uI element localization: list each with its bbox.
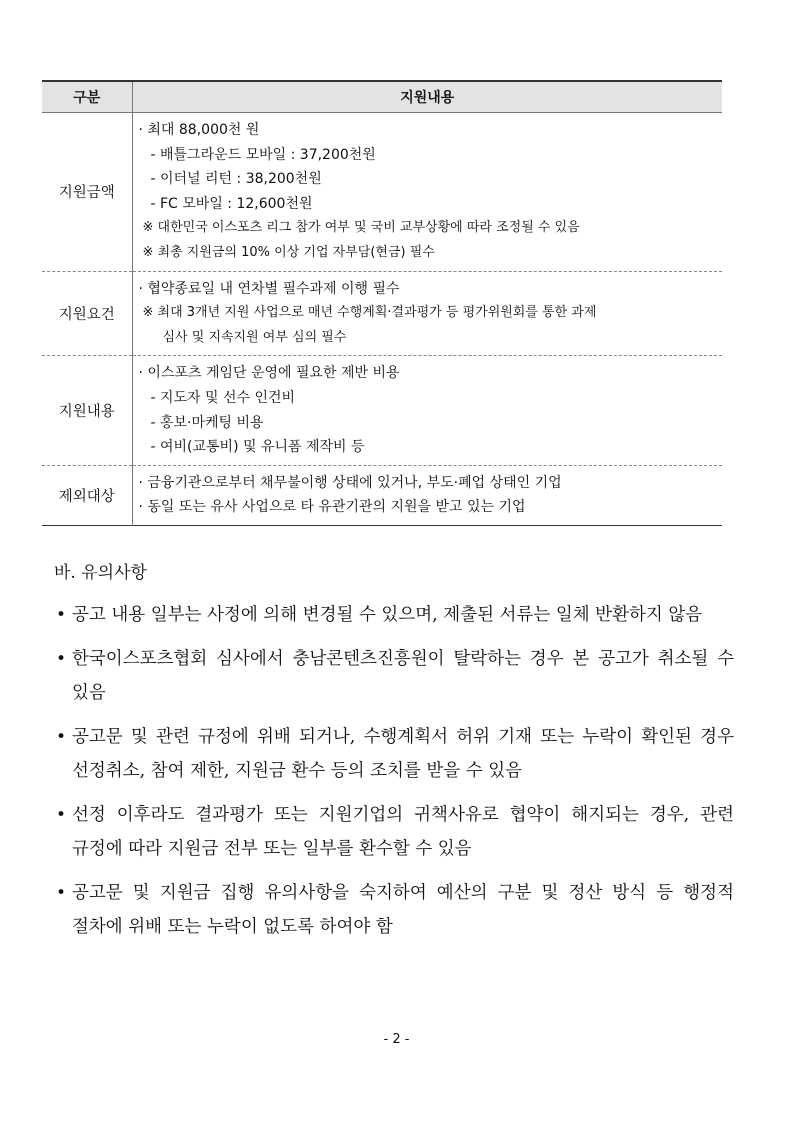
bullet-icon: • bbox=[56, 883, 67, 903]
content-line: · 협약종료일 내 연차별 필수과제 이행 필수 bbox=[138, 280, 400, 297]
row-category: 제외대상 bbox=[42, 465, 132, 525]
support-table bbox=[42, 80, 722, 526]
content-line: · 금융기관으로부터 채무불이행 상태에 있거나, 부도·폐업 상태인 기업 bbox=[138, 474, 562, 491]
list-item bbox=[54, 598, 734, 632]
content-line: · 이스포츠 게임단 운영에 필요한 제반 비용 bbox=[138, 365, 400, 382]
content-line: · 동일 또는 유사 사업으로 타 유관기관의 지원을 받고 있는 기업 bbox=[138, 499, 526, 516]
section-title: 바. 유의사항 bbox=[54, 563, 147, 583]
bullet-icon: • bbox=[56, 727, 67, 747]
page-number: - 2 - bbox=[383, 1032, 410, 1047]
list-item-text: 한국이스포츠협회 심사에서 충남콘텐츠진흥원이 탈락하는 경우 본 공고가 취소될 수 있음 bbox=[72, 649, 734, 703]
list-item-text: 공고 내용 일부는 사정에 의해 변경될 수 있으며, 제출된 서류는 일체 반환하지 않음 bbox=[72, 605, 703, 625]
content-line: - 배틀그라운드 모바일 : 37,200천원 bbox=[150, 146, 376, 163]
header-content: 지원내용 bbox=[132, 81, 722, 113]
header-category: 구분 bbox=[42, 81, 132, 113]
list-item-text: 공고문 및 관련 규정에 위배 되거나, 수행계획서 허위 기재 또는 누락이 확인된 경우 선정취소, 참여 제한, 지원금 환수 등의 조치를 받을 수 있음 bbox=[72, 727, 734, 781]
content-line: - 이터널 리턴 : 38,200천원 bbox=[150, 171, 322, 188]
row-content bbox=[132, 465, 722, 525]
row-content bbox=[132, 271, 722, 356]
content-note: ※ 대한민국 이스포츠 리그 참가 여부 및 국비 교부상황에 따라 조정될 수 있음 bbox=[142, 220, 580, 236]
content-note: ※ 최총 지원금의 10% 이상 기업 자부담(현금) 필수 bbox=[142, 244, 435, 260]
list-item-text: 선정 이후라도 결과평가 또는 지원기업의 귀책사유로 협약이 해지되는 경우, 관련 규정에 따라 지원금 전부 또는 일부를 환수할 수 있음 bbox=[72, 805, 734, 859]
table-row bbox=[42, 465, 722, 525]
row-category: 지원내용 bbox=[42, 356, 132, 465]
bullet-icon: • bbox=[56, 805, 67, 825]
list-item bbox=[54, 876, 734, 944]
content-line: - FC 모바일 : 12,600천원 bbox=[150, 195, 313, 212]
bullet-icon: • bbox=[56, 605, 67, 625]
row-content bbox=[132, 113, 722, 272]
row-category: 지원요건 bbox=[42, 271, 132, 356]
list-item bbox=[54, 642, 734, 710]
content-note: 심사 및 지속지원 여부 심의 필수 bbox=[162, 329, 347, 345]
content-line: · 최대 88,000천 원 bbox=[138, 122, 260, 138]
list-item-text: 공고문 및 지원금 집행 유의사항을 숙지하여 예산의 구분 및 정산 방식 등 행정적 절차에 위배 또는 누락이 없도록 하여야 함 bbox=[72, 883, 734, 937]
row-content bbox=[132, 356, 722, 465]
content-line: - 여비(교통비) 및 유니폼 제작비 등 bbox=[150, 439, 365, 456]
row-category: 지원금액 bbox=[42, 113, 132, 272]
table-row bbox=[42, 113, 722, 272]
notice-section bbox=[54, 560, 734, 954]
bullet-icon: • bbox=[56, 649, 67, 669]
content-line: - 홍보·마케팅 비용 bbox=[150, 414, 264, 431]
content-note: ※ 최대 3개년 지원 사업으로 매년 수행계획·결과평가 등 평가위원회를 통한 과제 bbox=[142, 305, 597, 321]
list-item bbox=[54, 720, 734, 788]
content-line: - 지도자 및 선수 인건비 bbox=[150, 389, 296, 406]
table-row bbox=[42, 356, 722, 465]
table-row bbox=[42, 271, 722, 356]
list-item bbox=[54, 798, 734, 866]
